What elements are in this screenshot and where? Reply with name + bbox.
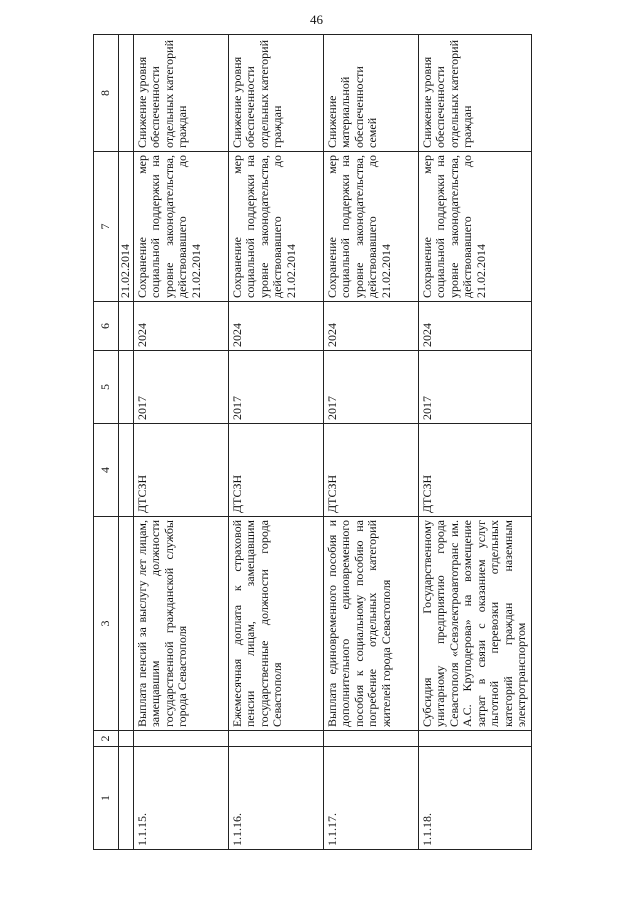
row-number: 1.1.18.	[418, 747, 531, 850]
table-row	[323, 35, 418, 850]
table-row	[418, 35, 531, 850]
page-number: 46	[310, 12, 323, 27]
table-row	[133, 35, 228, 850]
table-cell	[119, 302, 134, 351]
measure-name: Ежемесячная доплата к страховой пенсии лицам, замещавшим государственные должности города Севастополя	[228, 517, 323, 731]
executor: ДТСЗН	[133, 424, 228, 517]
consequence: Снижение материальной обеспеченности семей	[323, 35, 418, 152]
table-cell	[119, 424, 134, 517]
consequence: Снижение уровня обеспеченности отдельных категорий граждан	[133, 35, 228, 152]
start-year: 2017	[228, 351, 323, 424]
start-year: 2017	[418, 351, 531, 424]
executor: ДТСЗН	[418, 424, 531, 517]
header-cell: 5	[94, 351, 119, 424]
executor: ДТСЗН	[228, 424, 323, 517]
table-cell	[119, 731, 134, 747]
continuation-row	[119, 35, 134, 850]
table-row	[228, 35, 323, 850]
expected-result: Сохранение мер социальной поддержки на уровне законодательства, действовавшего до 21.02.2014	[418, 152, 531, 302]
row-number: 1.1.15.	[133, 747, 228, 850]
table-cell	[119, 35, 134, 152]
header-cell: 7	[94, 152, 119, 302]
header-cell: 6	[94, 302, 119, 351]
table-cell	[119, 747, 134, 850]
end-year: 2024	[133, 302, 228, 351]
header-cell: 8	[94, 35, 119, 152]
measure-name: Субсидия Государственному унитарному предприятию города Севастополя «Севэлектроавтотранс им. А.С. Круподерова» на возмещение затрат в связи с оказанием услуг льготной перевозки отдельных категорий граждан наземным электротранспортом	[418, 517, 531, 731]
continuation-text: 21.02.2014	[119, 152, 134, 302]
header-cell: 2	[94, 731, 119, 747]
start-year: 2017	[323, 351, 418, 424]
expected-result: Сохранение мер социальной поддержки на уровне законодательства, действовавшего до 21.02.2014	[133, 152, 228, 302]
executor: ДТСЗН	[323, 424, 418, 517]
table-cell	[119, 351, 134, 424]
header-row	[94, 35, 119, 850]
rotated-table-container	[93, 35, 528, 850]
consequence: Снижение уровня обеспеченности отдельных категорий граждан	[418, 35, 531, 152]
measures-table	[93, 34, 532, 850]
start-year: 2017	[133, 351, 228, 424]
measure-name: Выплата пенсий за выслугу лет лицам, замещавшим должности государственной гражданской службы города Севастополя	[133, 517, 228, 731]
table-cell	[119, 517, 134, 731]
measure-name: Выплата единовременного пособия и дополнительного единовременного пособия к социальному пособию на погребение отдельных категорий жителей города Севастополя	[323, 517, 418, 731]
table-cell	[228, 731, 323, 747]
end-year: 2024	[228, 302, 323, 351]
row-number: 1.1.17.	[323, 747, 418, 850]
expected-result: Сохранение мер социальной поддержки на уровне законодательства, действовавшего до 21.02.2014	[323, 152, 418, 302]
expected-result: Сохранение мер социальной поддержки на уровне законодательства, действовавшего до 21.02.2014	[228, 152, 323, 302]
row-number: 1.1.16.	[228, 747, 323, 850]
header-cell: 3	[94, 517, 119, 731]
table-cell	[323, 731, 418, 747]
header-cell: 4	[94, 424, 119, 517]
end-year: 2024	[418, 302, 531, 351]
end-year: 2024	[323, 302, 418, 351]
table-cell	[133, 731, 228, 747]
consequence: Снижение уровня обеспеченности отдельных категорий граждан	[228, 35, 323, 152]
header-cell: 1	[94, 747, 119, 850]
table-cell	[418, 731, 531, 747]
